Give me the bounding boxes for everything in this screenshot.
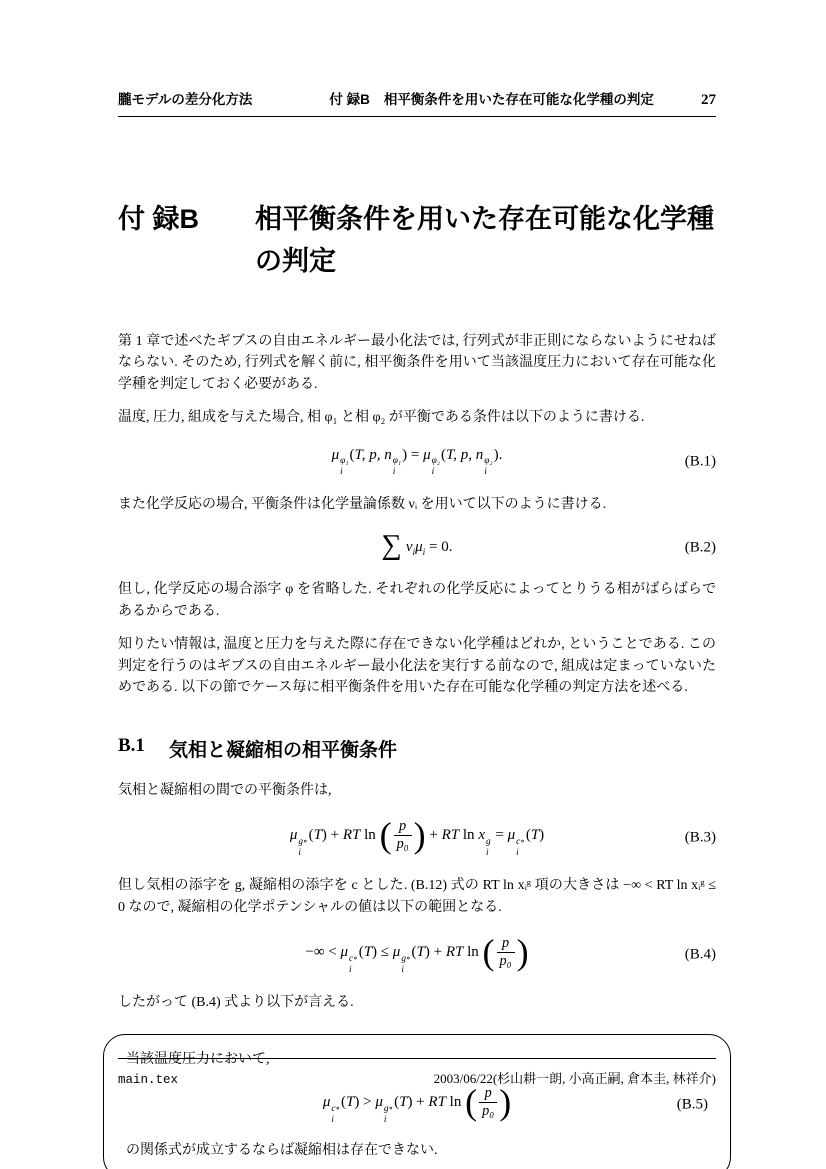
equation-b2-tag: (B.2): [684, 539, 716, 556]
header-chapter: [252, 88, 701, 108]
paragraph-conclusion-intro: したがって (B.4) 式より以下が言える.: [118, 995, 354, 1011]
equation-b3: [118, 815, 716, 861]
paragraph-subscript-range: 但し気相の添字を g, 凝縮相の添字を c とした. (B.12) 式の RT ln xᵢᵍ 項の大きさは −∞ < RT ln xᵢᵍ ≤ 0 なので, 凝縮相の化学ポテンシャルの値は以下の範囲となる.: [118, 878, 716, 915]
page-number: 27: [701, 92, 716, 108]
equation-b1-math: μ φ₁ i (T, p, n φ₁ i ) = μ φ₂ i (T, p, n φ₂ i ).: [331, 446, 503, 478]
paragraph-reaction-equilibrium: また化学反応の場合, 平衡条件は化学量論係数 νᵢ を用いて以下のように書ける.: [118, 496, 607, 512]
footer-filename: main.tex: [118, 1073, 179, 1087]
header-chapter-label: 付 録B: [329, 92, 370, 107]
running-header: [118, 88, 716, 117]
footer-date-authors: 2003/06/22(杉山耕一朗, 小高正嗣, 倉本圭, 林祥介): [433, 1071, 716, 1086]
body-content: [118, 331, 716, 1169]
section-b1-title: 気相と凝縮相の相平衡条件: [168, 739, 397, 761]
equation-b3-tag: (B.3): [684, 829, 716, 846]
section-b1-number: B.1: [118, 734, 145, 756]
paragraph-phase-equilibrium: 温度, 圧力, 組成を与えた場合, 相 φ₁ と相 φ₂ が平衡である条件は以下のように書ける.: [118, 410, 645, 426]
chapter-title-text: 相平衡条件を用いた存在可能な化学種の判定: [255, 204, 714, 276]
equation-b4-tag: (B.4): [684, 946, 716, 963]
box-intro-text: 当該温度圧力において,: [126, 1051, 270, 1067]
chapter-number: 付 録B: [118, 204, 199, 234]
chapter-title: [118, 199, 716, 283]
result-box: [103, 1034, 731, 1169]
paragraph-motivation: 知りたい情報は, 温度と圧力を与えた際に存在できない化学種はどれか, ということである. この判定を行うのはギブスの自由エネルギー最小化法を実行する前なので, 組成は定まっていないためである. 以下の節でケース毎に相平衡条件を用いた存在可能な化学種の判定方法を述べる.: [118, 637, 716, 696]
equation-b1-tag: (B.1): [684, 453, 716, 470]
equation-b4-math: −∞ < μ c∘ i (T) ≤ μ g∘ i (T) + RT ln ( $\frac{p}{\text{p₀}}$ ): [305, 931, 529, 975]
equation-b5-tag: (B.5): [676, 1096, 708, 1113]
running-footer: [118, 1058, 716, 1087]
equation-b2: [118, 529, 716, 563]
equation-b2-math: ∑ $\nu_i\mu_i = 0$.: [381, 529, 453, 561]
header-left-title: 朧モデルの差分化方法: [118, 92, 253, 107]
equation-b5-math: μ c∘ i (T) > μ g∘ i (T) + RT ln ( $\frac{p}{\text{p₀}}$ ): [322, 1081, 512, 1125]
equation-b5: [126, 1082, 708, 1128]
header-chapter-title: 相平衡条件を用いた存在可能な化学種の判定: [383, 92, 654, 107]
box-outro-text: の関係式が成立するならば凝縮相は存在できない.: [126, 1143, 438, 1159]
equation-b4: [118, 932, 716, 978]
paragraph-intro: 第 1 章で述べたギブスの自由エネルギー最小化法では, 行列式が非正則にならないようにせねばならない. そのため, 行列式を解く前に, 相平衡条件を用いて当該温度圧力において存在可能な化学種を判定しておく必要がある.: [118, 333, 717, 392]
paragraph-gas-condensed-intro: 気相と凝縮相の間での平衡条件は,: [118, 782, 332, 798]
equation-b3-math: μ g∘ i (T) + RT ln ( $\frac{p}{\text{p₀}}$ ) + RT ln x g i = μ c∘ i (T): [289, 814, 545, 858]
equation-b1: [118, 447, 716, 478]
paragraph-subscript-note: 但し, 化学反応の場合添字 φ を省略した. それぞれの化学反応によってとりうる相がばらばらであるからである.: [118, 582, 716, 619]
section-b1-heading: [118, 735, 716, 762]
